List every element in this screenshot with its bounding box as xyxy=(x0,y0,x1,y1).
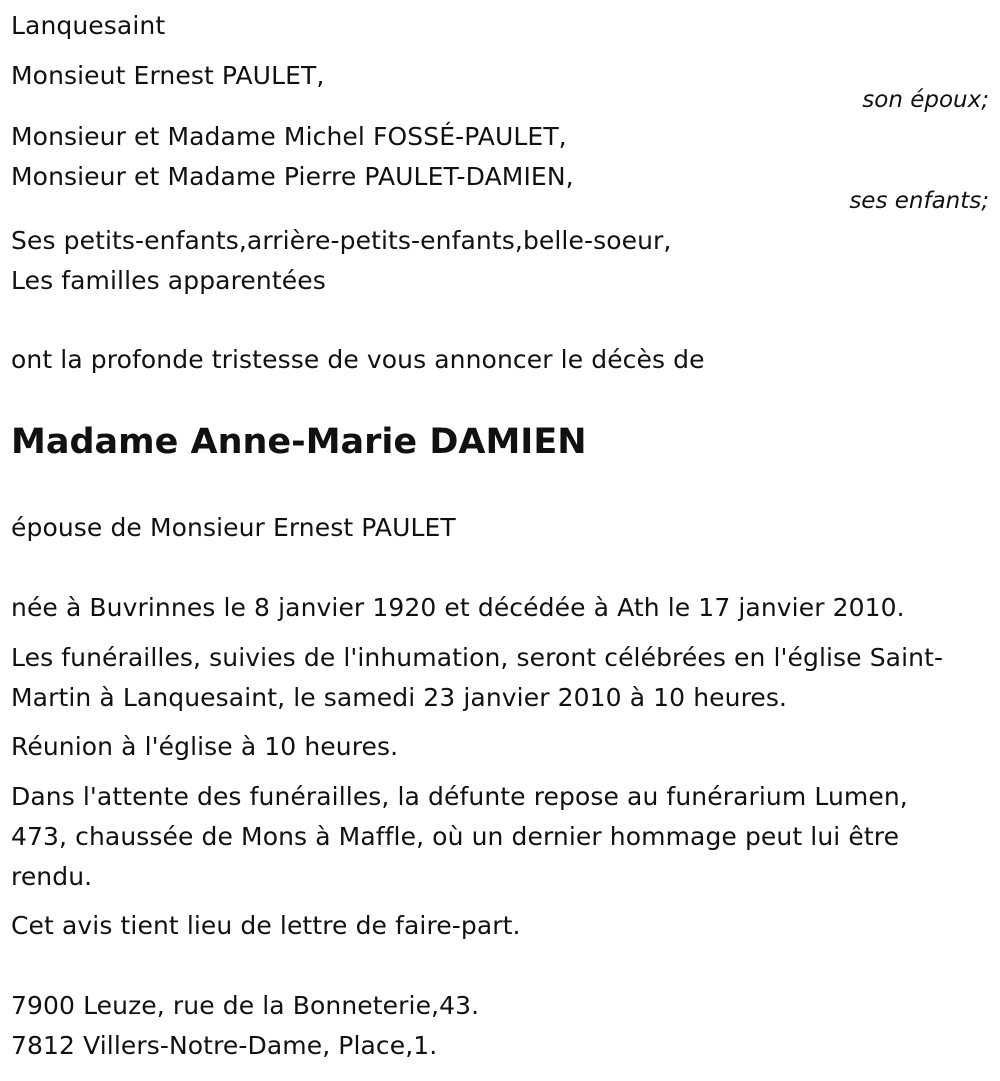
announcement-line: ont la profonde tristesse de vous annoncer le décès de xyxy=(11,345,705,374)
meeting-line: Réunion à l'église à 10 heures. xyxy=(11,732,399,761)
birth-death-line: née à Buvrinnes le 8 janvier 1920 et décédée à Ath le 17 janvier 2010. xyxy=(11,593,905,622)
deceased-spouse-line: épouse de Monsieur Ernest PAULET xyxy=(11,513,456,542)
ceremony-line-1: Les funérailles, suivies de l'inhumation, seront célébrées en l'église Saint- xyxy=(11,643,944,672)
location-line: Lanquesaint xyxy=(11,11,166,40)
spouse-role: son époux; xyxy=(862,87,989,113)
rest-line-2: 473, chaussée de Mons à Maffle, où un dernier hommage peut lui être xyxy=(11,822,900,851)
deceased-name: Madame Anne-Marie DAMIEN xyxy=(11,422,587,462)
relatives-line-1: Ses petits-enfants,arrière-petits-enfants,belle-soeur, xyxy=(11,226,672,255)
address-line-1: 7900 Leuze, rue de la Bonneterie,43. xyxy=(11,991,480,1020)
spouse-name: Monsieut Ernest PAULET, xyxy=(11,61,325,90)
child-line-1: Monsieur et Madame Michel FOSSÉ-PAULET, xyxy=(11,122,567,151)
notice-line: Cet avis tient lieu de lettre de faire-part. xyxy=(11,911,521,940)
address-line-2: 7812 Villers-Notre-Dame, Place,1. xyxy=(11,1031,438,1060)
children-role: ses enfants; xyxy=(849,188,989,214)
relatives-line-2: Les familles apparentées xyxy=(11,266,326,295)
rest-line-1: Dans l'attente des funérailles, la défunte repose au funérarium Lumen, xyxy=(11,782,908,811)
ceremony-line-2: Martin à Lanquesaint, le samedi 23 janvier 2010 à 10 heures. xyxy=(11,683,788,712)
child-line-2: Monsieur et Madame Pierre PAULET-DAMIEN, xyxy=(11,162,574,191)
rest-line-3: rendu. xyxy=(11,862,93,891)
